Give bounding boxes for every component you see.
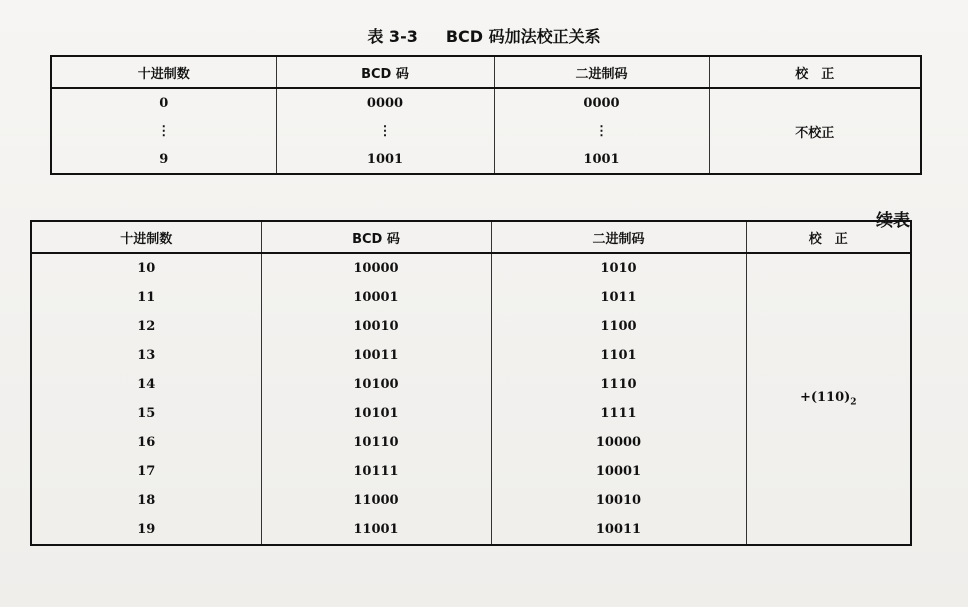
cell-decimal: 0 xyxy=(159,95,169,111)
cell-binary: 10011 xyxy=(491,515,746,545)
cell-bcd: 10010 xyxy=(261,312,491,341)
correction-value: +(110) xyxy=(799,390,851,406)
cell-binary: 1001 xyxy=(494,145,709,174)
table-3-3-part-2 xyxy=(30,220,912,546)
table-3-3-part-1 xyxy=(50,55,922,175)
cell-decimal: 16 xyxy=(137,435,156,450)
cell-binary: 10010 xyxy=(491,486,746,515)
correction-subscript: 2 xyxy=(850,397,857,408)
cell-bcd: 10100 xyxy=(261,370,491,399)
cell-bcd: 1001 xyxy=(276,145,494,174)
cell-bcd: 11001 xyxy=(261,515,491,545)
cell-bcd: 10000 xyxy=(261,253,491,283)
cell-binary: 1100 xyxy=(491,312,746,341)
cell-binary: 10001 xyxy=(491,457,746,486)
cell-bcd: 11000 xyxy=(261,486,491,515)
cell-bcd: ⋮ xyxy=(276,117,494,145)
cell-decimal: 14 xyxy=(137,377,156,392)
col-binary: 二进制码 xyxy=(494,56,709,88)
cell-bcd: 10111 xyxy=(261,457,491,486)
header-row xyxy=(51,56,921,88)
col-decimal: 十进制数 xyxy=(51,56,276,88)
cell-decimal: 17 xyxy=(137,464,156,479)
cell-binary: 1010 xyxy=(491,253,746,283)
col-correction: 校 正 xyxy=(746,221,911,253)
cell-decimal: 13 xyxy=(137,348,156,363)
table-row xyxy=(31,253,911,283)
col-bcd: BCD 码 xyxy=(261,221,491,253)
cell-decimal: 10 xyxy=(137,261,156,276)
cell-decimal: 12 xyxy=(137,319,156,334)
cell-bcd: 10101 xyxy=(261,399,491,428)
table-caption xyxy=(0,24,968,47)
table-row xyxy=(51,88,921,117)
continued-label: 续表 xyxy=(876,211,910,231)
cell-decimal: 18 xyxy=(137,493,156,508)
col-bcd: BCD 码 xyxy=(276,56,494,88)
cell-bcd: 10001 xyxy=(261,283,491,312)
cell-decimal: 19 xyxy=(137,522,156,537)
cell-decimal: 15 xyxy=(137,406,156,421)
cell-bcd: 0000 xyxy=(276,88,494,117)
cell-binary: ⋮ xyxy=(494,117,709,145)
cell-decimal: ⋮ xyxy=(157,123,171,139)
cell-binary: 10000 xyxy=(491,428,746,457)
cell-bcd: 10110 xyxy=(261,428,491,457)
caption-number: 表 3-3 xyxy=(367,27,418,46)
header-row xyxy=(31,221,911,253)
cell-bcd: 10011 xyxy=(261,341,491,370)
cell-correction xyxy=(746,253,911,545)
cell-correction: 不校正 xyxy=(709,88,921,174)
cell-decimal: 9 xyxy=(159,151,169,167)
cell-binary: 1111 xyxy=(491,399,746,428)
cell-binary: 0000 xyxy=(494,88,709,117)
cell-decimal: 11 xyxy=(137,290,156,305)
cell-binary: 1110 xyxy=(491,370,746,399)
col-correction: 校 正 xyxy=(709,56,921,88)
col-binary: 二进制码 xyxy=(491,221,746,253)
col-decimal: 十进制数 xyxy=(31,221,261,253)
caption-title: BCD 码加法校正关系 xyxy=(445,27,601,46)
cell-binary: 1101 xyxy=(491,341,746,370)
cell-binary: 1011 xyxy=(491,283,746,312)
